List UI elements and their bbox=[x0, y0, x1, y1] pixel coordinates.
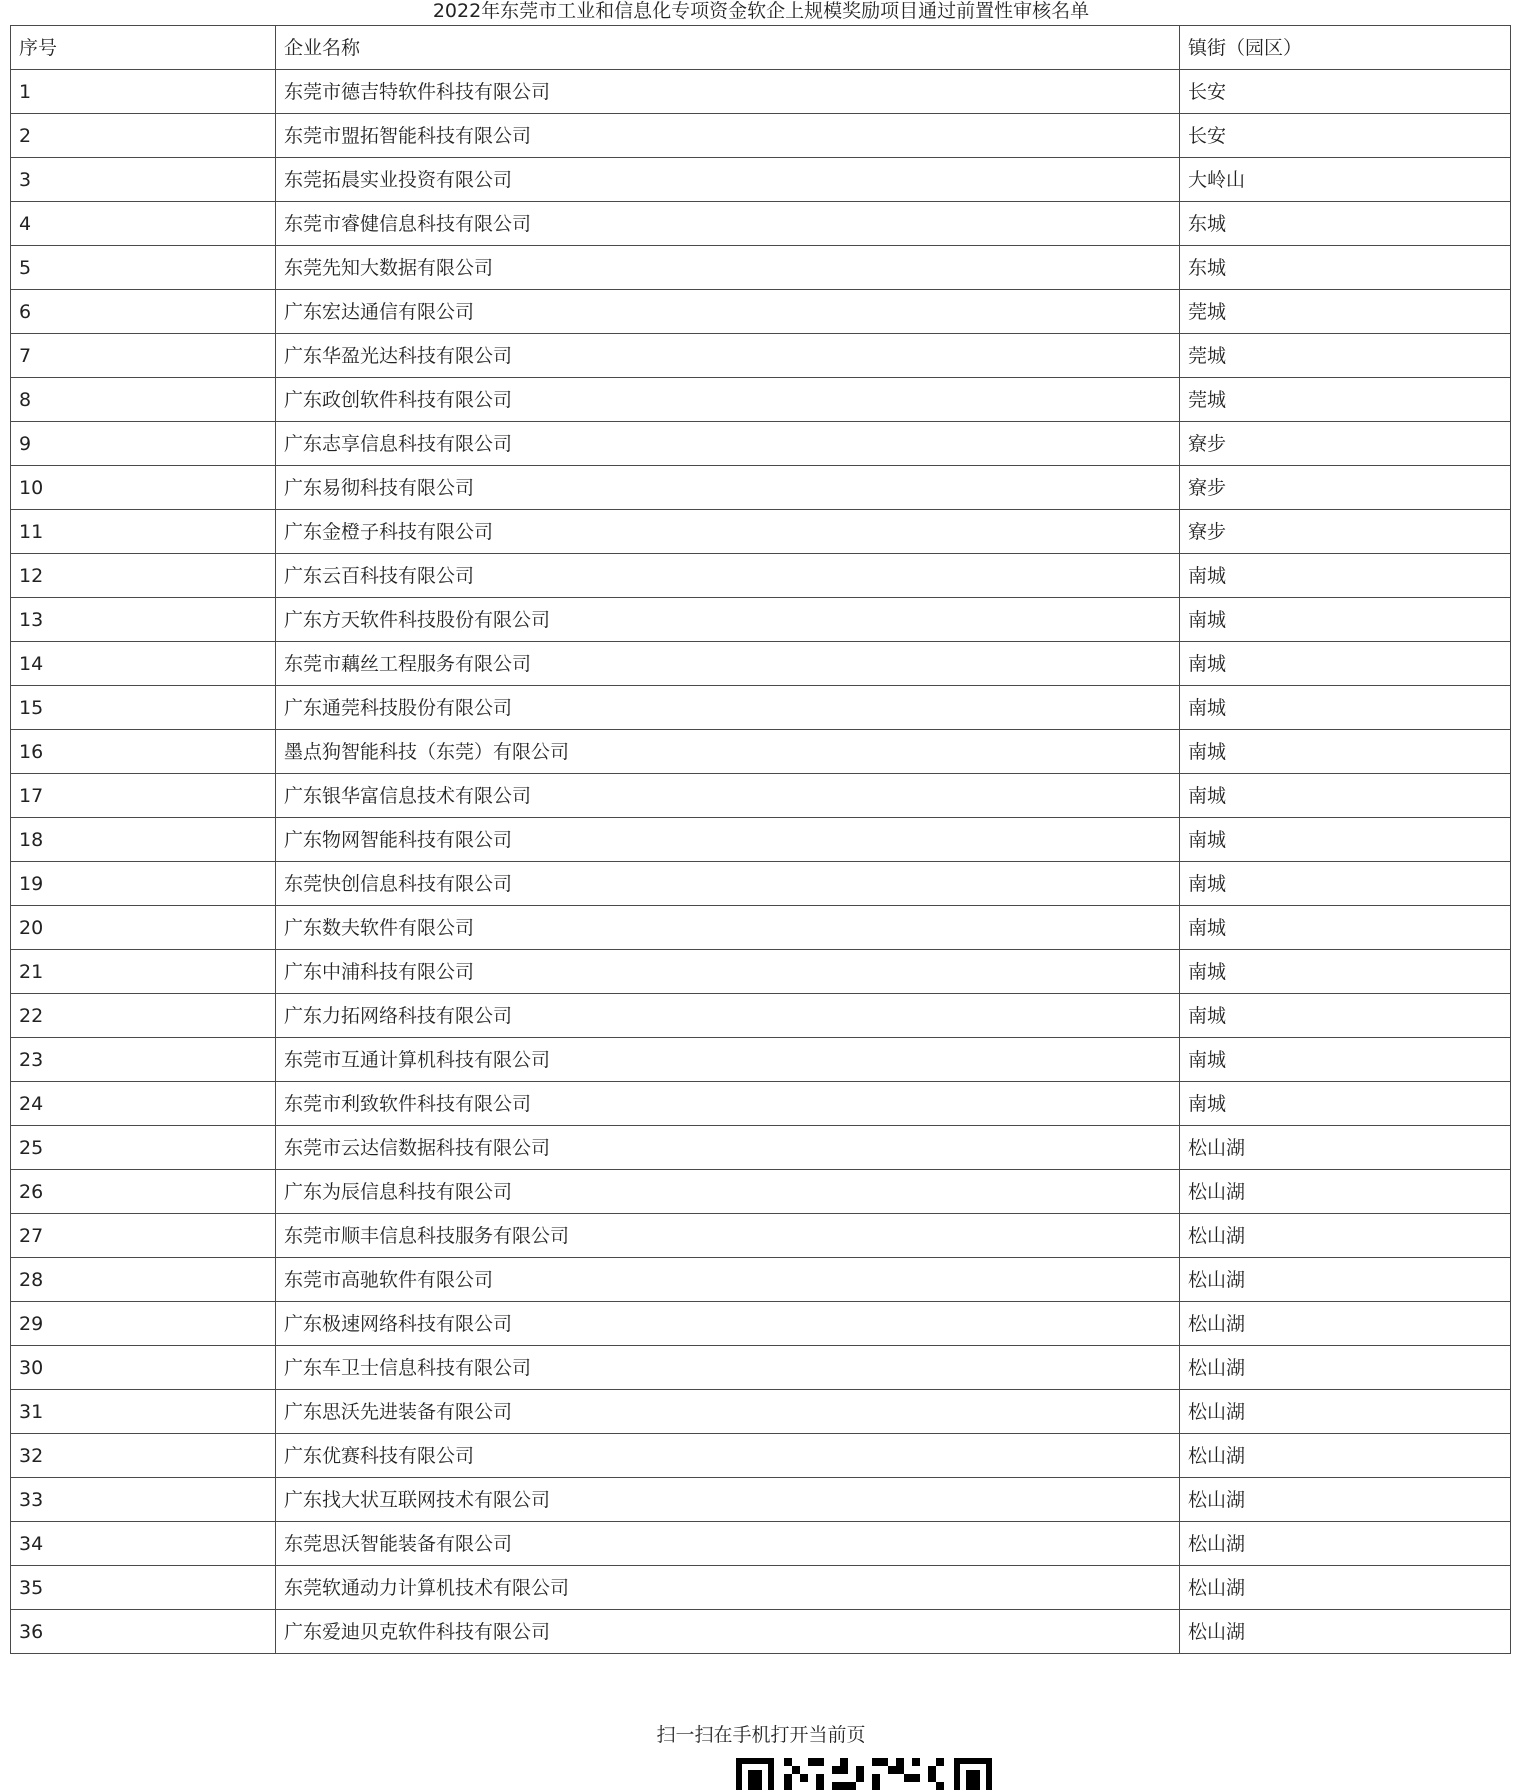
row-company-name: 广东爱迪贝克软件科技有限公司 bbox=[276, 1610, 1180, 1654]
row-company-name: 广东思沃先进装备有限公司 bbox=[276, 1390, 1180, 1434]
row-index: 33 bbox=[11, 1478, 276, 1522]
row-town: 南城 bbox=[1180, 1038, 1511, 1082]
row-town: 长安 bbox=[1180, 70, 1511, 114]
row-company-name: 广东银华富信息技术有限公司 bbox=[276, 774, 1180, 818]
row-index: 28 bbox=[11, 1258, 276, 1302]
header-index: 序号 bbox=[11, 26, 276, 70]
row-town: 南城 bbox=[1180, 774, 1511, 818]
row-company-name: 广东志享信息科技有限公司 bbox=[276, 422, 1180, 466]
row-index: 9 bbox=[11, 422, 276, 466]
table-row bbox=[11, 1522, 1511, 1566]
table-body bbox=[11, 70, 1511, 1654]
table-row bbox=[11, 1302, 1511, 1346]
qr-code-icon bbox=[736, 1758, 992, 1790]
table-header-row bbox=[11, 26, 1511, 70]
row-town: 松山湖 bbox=[1180, 1390, 1511, 1434]
row-index: 11 bbox=[11, 510, 276, 554]
table-row bbox=[11, 70, 1511, 114]
row-index: 26 bbox=[11, 1170, 276, 1214]
row-company-name: 广东通莞科技股份有限公司 bbox=[276, 686, 1180, 730]
header-company-name: 企业名称 bbox=[276, 26, 1180, 70]
row-index: 10 bbox=[11, 466, 276, 510]
row-index: 35 bbox=[11, 1566, 276, 1610]
table-row bbox=[11, 158, 1511, 202]
row-company-name: 广东政创软件科技有限公司 bbox=[276, 378, 1180, 422]
table-row bbox=[11, 1390, 1511, 1434]
row-company-name: 广东极速网络科技有限公司 bbox=[276, 1302, 1180, 1346]
row-town: 松山湖 bbox=[1180, 1610, 1511, 1654]
row-index: 17 bbox=[11, 774, 276, 818]
row-index: 32 bbox=[11, 1434, 276, 1478]
scan-hint-text: 扫一扫在手机打开当前页 bbox=[656, 1724, 866, 1746]
table-row bbox=[11, 114, 1511, 158]
row-town: 寮步 bbox=[1180, 422, 1511, 466]
table-row bbox=[11, 422, 1511, 466]
table-row bbox=[11, 818, 1511, 862]
row-town: 松山湖 bbox=[1180, 1346, 1511, 1390]
row-index: 29 bbox=[11, 1302, 276, 1346]
table-row bbox=[11, 994, 1511, 1038]
row-index: 13 bbox=[11, 598, 276, 642]
row-town: 南城 bbox=[1180, 554, 1511, 598]
row-town: 松山湖 bbox=[1180, 1126, 1511, 1170]
table-row bbox=[11, 1258, 1511, 1302]
table-row bbox=[11, 290, 1511, 334]
company-list-table bbox=[10, 25, 1511, 1654]
row-company-name: 东莞快创信息科技有限公司 bbox=[276, 862, 1180, 906]
table-row bbox=[11, 1214, 1511, 1258]
table-row bbox=[11, 1126, 1511, 1170]
table-row bbox=[11, 1170, 1511, 1214]
table-row bbox=[11, 686, 1511, 730]
row-company-name: 广东宏达通信有限公司 bbox=[276, 290, 1180, 334]
row-town: 松山湖 bbox=[1180, 1258, 1511, 1302]
row-company-name: 墨点狗智能科技（东莞）有限公司 bbox=[276, 730, 1180, 774]
row-town: 南城 bbox=[1180, 730, 1511, 774]
table-row bbox=[11, 466, 1511, 510]
row-index: 3 bbox=[11, 158, 276, 202]
row-company-name: 广东华盈光达科技有限公司 bbox=[276, 334, 1180, 378]
table-row bbox=[11, 642, 1511, 686]
row-company-name: 广东金橙子科技有限公司 bbox=[276, 510, 1180, 554]
row-company-name: 广东力拓网络科技有限公司 bbox=[276, 994, 1180, 1038]
row-town: 寮步 bbox=[1180, 466, 1511, 510]
table-row bbox=[11, 334, 1511, 378]
row-town: 松山湖 bbox=[1180, 1522, 1511, 1566]
row-index: 27 bbox=[11, 1214, 276, 1258]
row-town: 南城 bbox=[1180, 950, 1511, 994]
row-company-name: 东莞市藕丝工程服务有限公司 bbox=[276, 642, 1180, 686]
row-index: 5 bbox=[11, 246, 276, 290]
row-company-name: 广东数夫软件有限公司 bbox=[276, 906, 1180, 950]
row-index: 4 bbox=[11, 202, 276, 246]
row-company-name: 东莞市高驰软件有限公司 bbox=[276, 1258, 1180, 1302]
row-company-name: 广东车卫士信息科技有限公司 bbox=[276, 1346, 1180, 1390]
row-company-name: 广东为辰信息科技有限公司 bbox=[276, 1170, 1180, 1214]
table-row bbox=[11, 1038, 1511, 1082]
row-company-name: 东莞软通动力计算机技术有限公司 bbox=[276, 1566, 1180, 1610]
row-company-name: 广东易彻科技有限公司 bbox=[276, 466, 1180, 510]
row-town: 松山湖 bbox=[1180, 1566, 1511, 1610]
row-index: 1 bbox=[11, 70, 276, 114]
row-index: 2 bbox=[11, 114, 276, 158]
row-index: 20 bbox=[11, 906, 276, 950]
table-row bbox=[11, 1610, 1511, 1654]
table-row bbox=[11, 730, 1511, 774]
row-town: 松山湖 bbox=[1180, 1214, 1511, 1258]
row-index: 7 bbox=[11, 334, 276, 378]
row-town: 松山湖 bbox=[1180, 1302, 1511, 1346]
row-company-name: 东莞思沃智能装备有限公司 bbox=[276, 1522, 1180, 1566]
table-row bbox=[11, 1082, 1511, 1126]
table-row bbox=[11, 246, 1511, 290]
row-company-name: 广东优赛科技有限公司 bbox=[276, 1434, 1180, 1478]
row-town: 长安 bbox=[1180, 114, 1511, 158]
table-row bbox=[11, 1566, 1511, 1610]
row-town: 南城 bbox=[1180, 906, 1511, 950]
row-town: 南城 bbox=[1180, 1082, 1511, 1126]
row-town: 南城 bbox=[1180, 686, 1511, 730]
row-company-name: 广东云百科技有限公司 bbox=[276, 554, 1180, 598]
row-company-name: 东莞市互通计算机科技有限公司 bbox=[276, 1038, 1180, 1082]
row-index: 16 bbox=[11, 730, 276, 774]
table-row bbox=[11, 774, 1511, 818]
row-index: 23 bbox=[11, 1038, 276, 1082]
row-index: 8 bbox=[11, 378, 276, 422]
row-company-name: 东莞拓晨实业投资有限公司 bbox=[276, 158, 1180, 202]
row-index: 19 bbox=[11, 862, 276, 906]
row-company-name: 东莞市盟拓智能科技有限公司 bbox=[276, 114, 1180, 158]
row-index: 18 bbox=[11, 818, 276, 862]
row-company-name: 东莞市睿健信息科技有限公司 bbox=[276, 202, 1180, 246]
row-town: 南城 bbox=[1180, 818, 1511, 862]
row-town: 东城 bbox=[1180, 202, 1511, 246]
table-row bbox=[11, 950, 1511, 994]
row-town: 莞城 bbox=[1180, 334, 1511, 378]
table-row bbox=[11, 906, 1511, 950]
table-row bbox=[11, 1478, 1511, 1522]
row-index: 14 bbox=[11, 642, 276, 686]
row-town: 莞城 bbox=[1180, 290, 1511, 334]
row-town: 东城 bbox=[1180, 246, 1511, 290]
row-index: 21 bbox=[11, 950, 276, 994]
row-index: 30 bbox=[11, 1346, 276, 1390]
row-company-name: 东莞市德吉特软件科技有限公司 bbox=[276, 70, 1180, 114]
row-index: 31 bbox=[11, 1390, 276, 1434]
row-town: 南城 bbox=[1180, 598, 1511, 642]
row-town: 松山湖 bbox=[1180, 1434, 1511, 1478]
table-row bbox=[11, 1346, 1511, 1390]
row-town: 南城 bbox=[1180, 862, 1511, 906]
row-town: 大岭山 bbox=[1180, 158, 1511, 202]
row-company-name: 广东找大状互联网技术有限公司 bbox=[276, 1478, 1180, 1522]
row-index: 15 bbox=[11, 686, 276, 730]
row-company-name: 东莞市顺丰信息科技服务有限公司 bbox=[276, 1214, 1180, 1258]
table-row bbox=[11, 554, 1511, 598]
table-row bbox=[11, 598, 1511, 642]
row-index: 22 bbox=[11, 994, 276, 1038]
table-row bbox=[11, 202, 1511, 246]
row-index: 24 bbox=[11, 1082, 276, 1126]
page-title: 2022年东莞市工业和信息化专项资金软企上规模奖励项目通过前置性审核名单 bbox=[432, 0, 1090, 22]
row-town: 寮步 bbox=[1180, 510, 1511, 554]
row-index: 12 bbox=[11, 554, 276, 598]
row-company-name: 东莞先知大数据有限公司 bbox=[276, 246, 1180, 290]
row-index: 6 bbox=[11, 290, 276, 334]
row-town: 莞城 bbox=[1180, 378, 1511, 422]
row-town: 松山湖 bbox=[1180, 1478, 1511, 1522]
row-company-name: 东莞市云达信数据科技有限公司 bbox=[276, 1126, 1180, 1170]
table-row bbox=[11, 510, 1511, 554]
row-town: 南城 bbox=[1180, 642, 1511, 686]
row-company-name: 东莞市利致软件科技有限公司 bbox=[276, 1082, 1180, 1126]
table-row bbox=[11, 862, 1511, 906]
table-row bbox=[11, 1434, 1511, 1478]
row-index: 34 bbox=[11, 1522, 276, 1566]
row-town: 松山湖 bbox=[1180, 1170, 1511, 1214]
row-index: 36 bbox=[11, 1610, 276, 1654]
row-town: 南城 bbox=[1180, 994, 1511, 1038]
table-row bbox=[11, 378, 1511, 422]
row-company-name: 广东物网智能科技有限公司 bbox=[276, 818, 1180, 862]
header-town: 镇街（园区） bbox=[1180, 26, 1511, 70]
row-index: 25 bbox=[11, 1126, 276, 1170]
row-company-name: 广东中浦科技有限公司 bbox=[276, 950, 1180, 994]
row-company-name: 广东方天软件科技股份有限公司 bbox=[276, 598, 1180, 642]
